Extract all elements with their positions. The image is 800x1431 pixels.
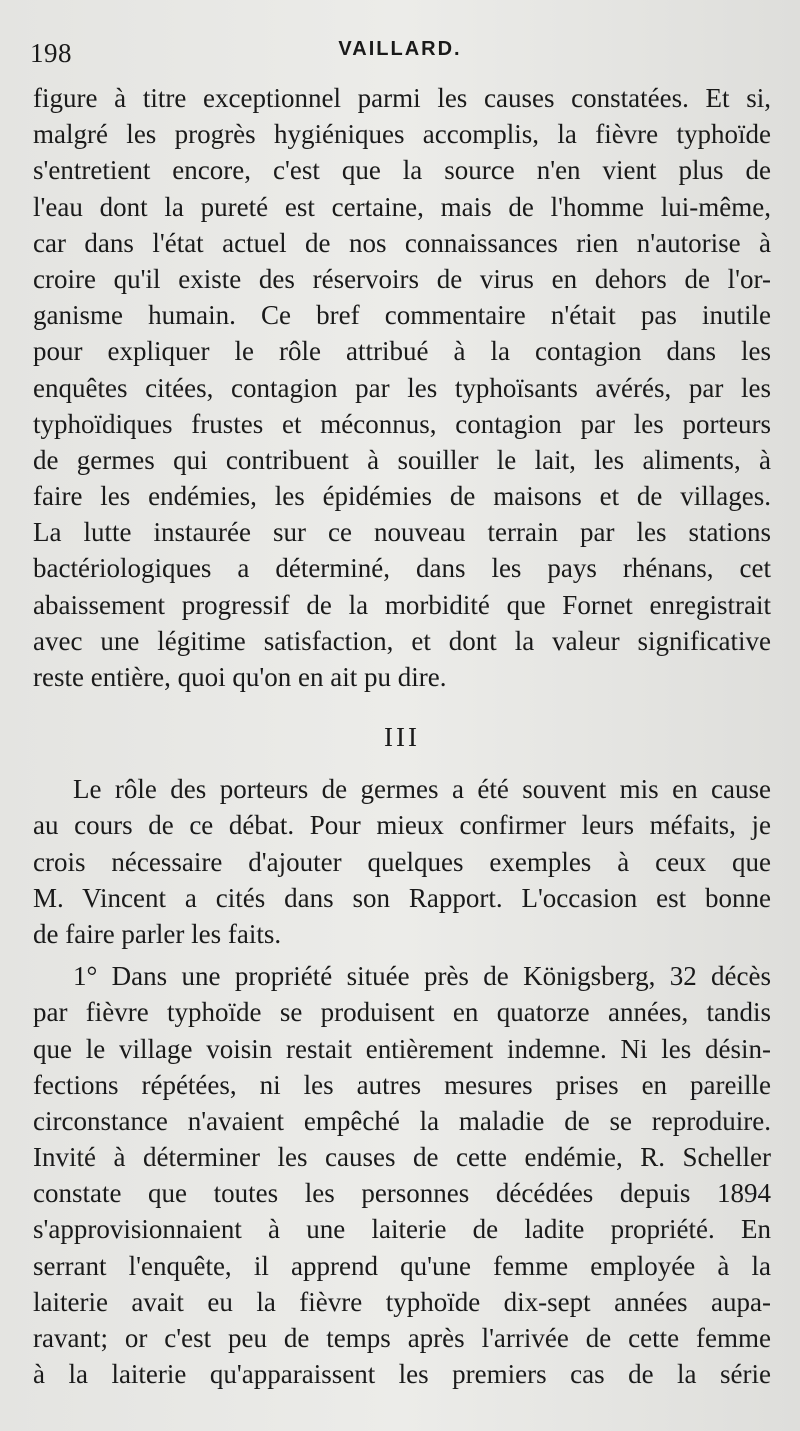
text-line: laiterie avait eu la fièvre typhoïde dix-sept années aupa- [33,1286,771,1317]
paragraph-2 [33,771,771,952]
text-line: faire les endémies, les épidémies de maisons et de villages. [33,481,771,512]
text-line: car dans l'état actuel de nos connaissances rien n'autorise à [33,227,771,258]
text-line: La lutte instaurée sur ce nouveau terrain par les stations [33,517,771,548]
text-line: Invité à déterminer les causes de cette endémie, R. Scheller [33,1142,771,1173]
page-header [30,30,770,70]
text-line: abaissement progressif de la morbidité que Fornet enregistrait [33,589,771,620]
text-line: typhoïdiques frustes et méconnus, contagion par les porteurs [33,408,771,439]
text-line: constate que toutes les personnes décédées depuis 1894 [33,1178,771,1209]
text-line: malgré les progrès hygiéniques accomplis, la fièvre typhoïde [33,119,771,150]
text-line: pour expliquer le rôle attribué à la contagion dans les [33,336,771,367]
paragraph-1 [33,80,771,695]
text-line: de germes qui contribuent à souiller le lait, les aliments, à [33,444,771,475]
text-line: Le rôle des porteurs de germes a été souvent mis en cause [73,774,771,805]
text-line: bactériologiques a déterminé, dans les pays rhénans, cet [33,553,771,584]
page-number: 198 [30,38,72,68]
text-line: que le village voisin restait entièrement indemne. Ni les désin- [33,1033,771,1064]
text-line: figure à titre exceptionnel parmi les causes constatées. Et si, [33,83,771,113]
running-head: VAILLARD. [338,38,462,60]
text-line: fections répétées, ni les autres mesures prises en pareille [33,1069,771,1100]
text-line: l'eau dont la pureté est certaine, mais de l'homme lui-même, [33,191,771,222]
text-line: circonstance n'avaient empêché la maladie de se reproduire. [33,1105,771,1136]
paragraph-3 [33,958,771,1392]
text-line: s'approvisionnaient à une laiterie de ladite propriété. En [33,1214,771,1245]
text-line: 1° Dans une propriété située près de Königsberg, 32 décès [73,961,771,992]
text-line: enquêtes citées, contagion par les typhoïsants avérés, par les [33,372,771,403]
text-line: au cours de ce débat. Pour mieux confirmer leurs méfaits, je [33,810,771,841]
text-line: ravant; or c'est peu de temps après l'arrivée de cette femme [33,1323,771,1353]
text-line: M. Vincent a cités dans son Rapport. L'occasion est bonne [33,882,771,913]
text-line: serrant l'enquête, il apprend qu'une femme employée à la [33,1250,771,1281]
text-line: s'entretient encore, c'est que la source n'en vient plus de [33,155,771,186]
text-line: croire qu'il existe des réservoirs de virus en dehors de l'or- [33,263,771,294]
text-line: avec une légitime satisfaction, et dont la valeur significative [33,625,771,656]
text-line: par fièvre typhoïde se produisent en quatorze années, tandis [33,997,771,1028]
text-line: à la laiterie qu'apparaissent les premiers cas de la série [33,1359,771,1390]
section-heading: III [384,722,420,753]
text-line: crois nécessaire d'ajouter quelques exemples à ceux que [33,846,771,877]
text-line: de faire parler les faits. [33,918,282,949]
text-line: reste entière, quoi qu'on en ait pu dire. [33,662,447,692]
text-line: ganisme humain. Ce bref commentaire n'était pas inutile [33,300,771,331]
body-text [33,80,771,1392]
